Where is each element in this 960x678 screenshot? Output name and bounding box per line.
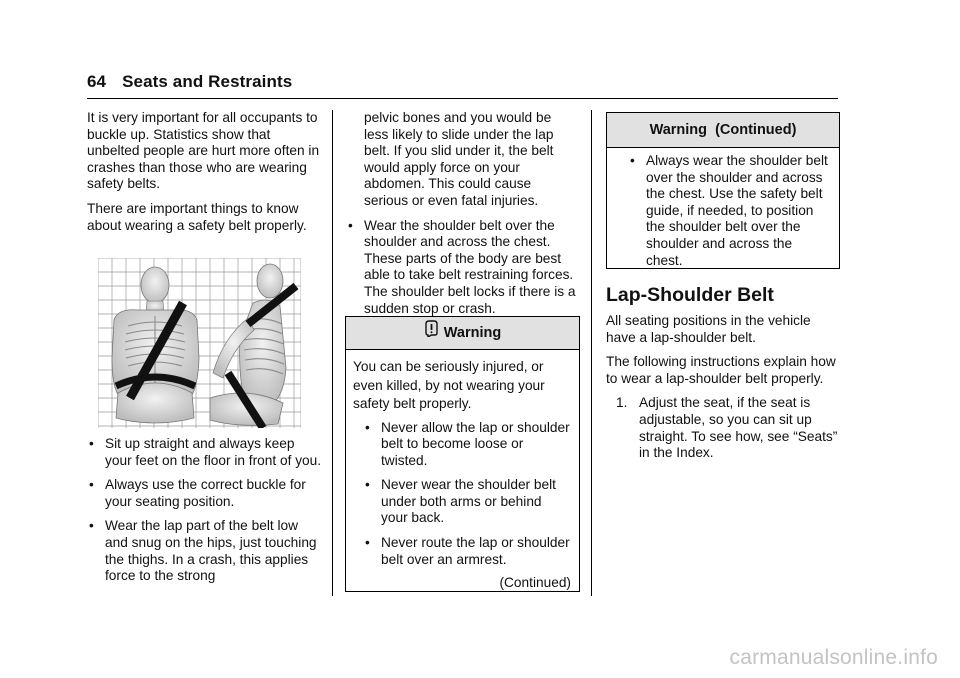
instructions-intro: The following instructions explain how to wear a lap-shoulder belt properly. [606,354,836,386]
belt-intro-paragraph: There are important things to know about wearing a safety belt properly. [87,200,307,233]
bullet-lap-belt-low: • Wear the lap part of the belt low and snug on the hips, just touching the thighs. In a crash, this applies force to the strong [89,518,317,584]
warning-body [346,350,579,599]
column-divider-left [332,110,333,596]
intro-paragraph: It is very important for all occupants to buckle up. Statistics show that unbelted people are hurt more often in crashes than those who are wearing safety belts. [87,110,320,192]
warning-intro: You can be seriously injured, or even killed, by not wearing your safety belt properly. [353,359,545,411]
warning-bullet-loose: • Never allow the lap or shoulder belt to become loose or twisted. [365,419,570,468]
bullet-icon: • [365,477,370,493]
warning-box [345,316,580,592]
warning-bullet-under-arms: • Never wear the shoulder belt under both arms or behind your back. [365,477,556,526]
step-1: 1. Adjust the seat, if the seat is adjustable, so you can sit up straight. To see how, see “Seats” in the Index. [616,395,838,461]
column-2 [346,110,578,325]
seated-occupants-figure [98,258,301,428]
continued-label: (Continued) [499,575,571,591]
bullet-shoulder-belt: • Wear the shoulder belt over the shoulder and across the chest. These parts of the body are best able to take belt restraining forces. The shoulder belt locks if there is a sudden stop or crash. [348,217,576,316]
warning-continued-title-bar [607,113,839,148]
page-number: 64 [87,72,107,91]
page-title: Seats and Restraints [122,72,293,91]
warning-bullet-shoulder: • Always wear the shoulder belt over the shoulder and across the chest. Use the safety belt guide, if needed, to position the shoulder belt over the shoulder and across the chest. [630,153,828,268]
warning-title-bar [346,317,579,350]
bullet-icon: • [89,436,94,451]
column-divider-right [591,110,592,596]
column-1-bullets [87,436,323,593]
bullet-icon: • [89,518,94,534]
page-header [87,72,292,92]
bullet-correct-buckle: • Always use the correct buckle for your seating position. [89,477,306,509]
bullet-icon: • [348,217,353,233]
warning-icon [424,317,439,349]
bullet-icon: • [365,419,370,435]
warning-continued-title: Warning (Continued) [649,122,797,138]
column-3 [606,313,838,462]
belt-illustration [98,258,301,428]
column-1 [87,110,323,242]
bullet-icon: • [630,153,635,168]
warning-continued-box [606,112,840,269]
step-number: 1. [616,395,628,411]
warning-bullet-armrest: • Never route the lap or shoulder belt over an armrest. [365,535,570,567]
header-rule [87,98,838,99]
bullet-icon: • [89,477,94,493]
continuation-text: pelvic bones and you would be less likely to slide under the lap belt. If you slid under it, the belt would apply force on your abdomen. This could cause serious or even fatal injuries. [364,110,554,208]
bullet-icon: • [365,535,370,551]
warning-title: Warning [443,325,502,341]
section-title: Lap-Shoulder Belt [606,284,774,306]
watermark: carmanualsonline.info [729,646,938,669]
lap-shoulder-intro: All seating positions in the vehicle have a lap-shoulder belt. [606,313,811,345]
bullet-sit-straight: • Sit up straight and always keep your feet on the floor in front of you. [89,436,322,468]
warning-continued-body [607,148,839,283]
